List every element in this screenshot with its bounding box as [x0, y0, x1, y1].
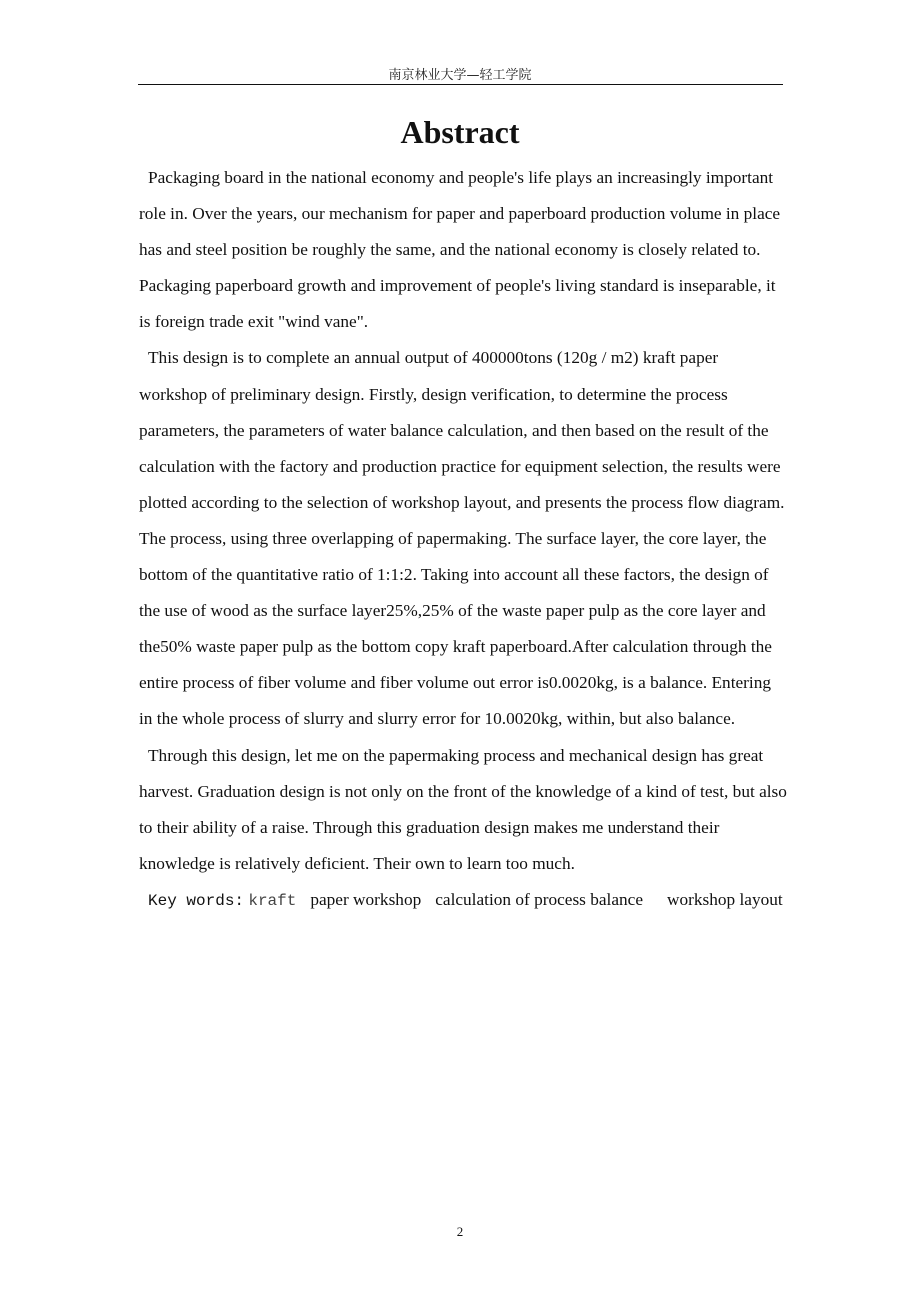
abstract-body — [139, 160, 787, 919]
keyword-item: paper workshop — [310, 889, 422, 909]
keyword-item: calculation of process balance — [435, 889, 643, 909]
abstract-paragraph-3: Through this design, let me on the papermaking process and mechanical design has great harvest. Graduation design is not only on the front of the knowledge of a kind of test, but also to their ability of a raise. Through this graduation design makes me understand their knowledge is relatively deficient. Their own to learn too much. — [139, 745, 787, 873]
header-divider — [138, 84, 783, 85]
abstract-paragraph-1: Packaging board in the national economy and people's life plays an increasingly important role in. Over the years, our mechanism for paper and paperboard production volume in place has and steel position be roughly the same, and the national economy is closely related to. Packaging paperboard growth and improvement of people's living standard is inseparable, it is foreign trade exit "wind vane". — [139, 168, 781, 332]
running-header: 南京林业大学—轻工学院 — [388, 68, 532, 83]
keyword-item: kraft — [248, 891, 297, 910]
page-number: 2 — [456, 1224, 464, 1239]
keywords-label: Key words: — [148, 891, 245, 910]
keyword-item: workshop layout — [667, 889, 783, 909]
abstract-paragraph-2: This design is to complete an annual output of 400000tons (120g / m2) kraft paper workshop of preliminary design. Firstly, design verification, to determine the process parameters, the parameters of water balance calculation, and then based on the result of the calculation with the factory and production practice for equipment selection, the results were plotted according to the selection of workshop layout, and presents the process flow diagram. The process, using three overlapping of papermaking. The surface layer, the core layer, the bottom of the quantitative ratio of 1:1:2. Taking into account all these factors, the design of the use of wood as the surface layer25%,25% of the waste paper pulp as the core layer and the50% waste paper pulp as the bottom copy kraft paperboard.After calculation through the entire process of fiber volume and fiber volume out error is0.0020kg, is a balance. Entering in the whole process of slurry and slurry error for 10.0020kg, within, but also balance. — [139, 348, 785, 729]
keywords-line — [139, 882, 787, 919]
page-title: Abstract — [400, 114, 520, 150]
